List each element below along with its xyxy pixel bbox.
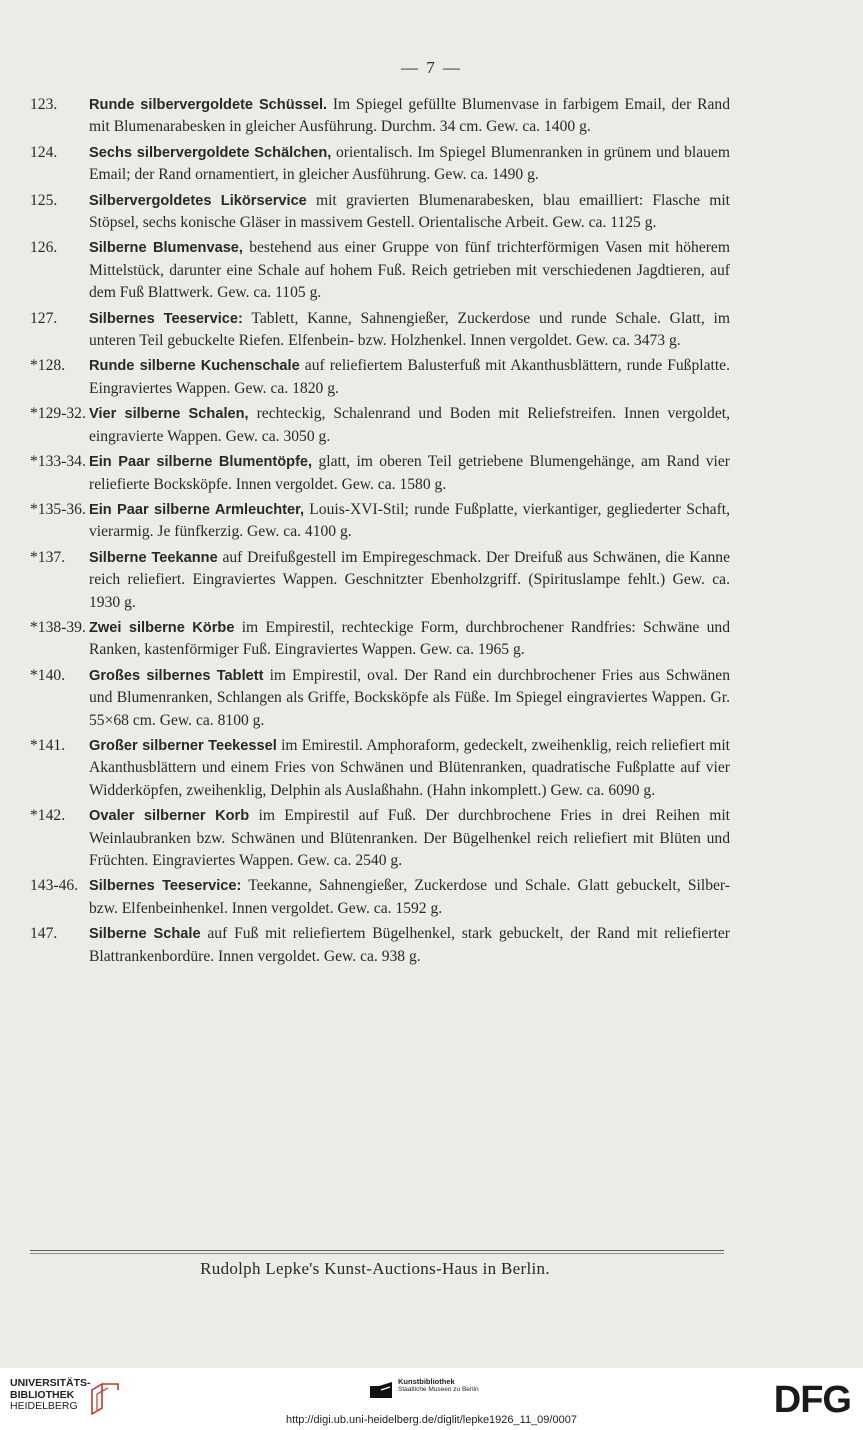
entry-number: *142. <box>30 807 66 825</box>
entry-title: Silbernes Teeservice: <box>89 310 243 327</box>
kb-logo-text <box>398 1377 479 1393</box>
entry-description: rechteckig, Schalenrand und Boden mit Reliefstreifen. Innen vergoldet, eingravierte Wappen. Gew. ca. 3050 g. <box>89 405 730 445</box>
entry-title: Silbervergoldetes Likörservice <box>89 192 307 209</box>
catalog-entry <box>30 94 730 139</box>
entry-description: bestehend aus einer Gruppe von fünf trichterförmigen Vasen mit höherem Mittelstück, darunter eine Schale auf hohem Fuß. Reich getrieben mit verschiedenen Jagdtieren, auf dem Fuß Blattwerk. Gew. ca. 1105 g. <box>89 239 730 302</box>
library-footer-bar <box>0 1368 863 1430</box>
catalog-entry <box>30 308 730 353</box>
ub-logo-line-3: HEIDELBERG <box>10 1400 78 1412</box>
entry-title: Ein Paar silberne Armleuchter, <box>89 501 305 518</box>
catalog-entry <box>30 665 730 732</box>
kb-logo-subtitle: Staatliche Museen zu Berlin <box>398 1386 479 1393</box>
dfg-logo[interactable]: DFG <box>773 1379 851 1421</box>
entry-description: im Emirestil. Amphoraform, gedeckelt, zweihenklig, reich reliefiert mit Akanthusblättern und einem Fries von Schwänen und Blütenranken, quadratische Fußplatte auf vier Widderköpfen, zweihenklig, Delphin als Auslaßhahn. (Hahn inkomplett.) Gew. ca. 6090 g. <box>89 736 730 799</box>
entry-number: *141. <box>30 736 66 754</box>
ub-emblem-icon <box>88 1380 122 1416</box>
entry-number: 147. <box>30 925 58 943</box>
catalog-entry <box>30 190 730 235</box>
kunstbibliothek-logo[interactable] <box>370 1376 520 1406</box>
entry-title: Vier silberne Schalen, <box>89 406 249 423</box>
footer-rule <box>30 1250 724 1251</box>
entry-description: im Empirestil, oval. Der Rand ein durchbrochener Fries aus Schwänen und Blumenranken, Schlangen als Griffe, Bocksköpfe als Füße. Im Spiegel eingraviertes Wappen. Gr. 55×68 cm. Gew. ca. 8100 g. <box>89 666 730 729</box>
entry-title: Sechs silbervergoldete Schälchen, <box>89 144 332 161</box>
permalink-url[interactable]: http://digi.ub.uni-heidelberg.de/diglit/lepke1926_11_09/0007 <box>286 1414 577 1426</box>
entry-description: mit gravierten Blumenarabesken, blau emailliert: Flasche mit Stöpsel, sechs konische Gläser in massivem Gestell. Orientalische Arbeit. Gew. ca. 1125 g. <box>89 191 730 232</box>
entry-number: 143-46. <box>30 877 79 895</box>
ub-logo-line-2: BIBLIOTHEK <box>10 1388 75 1401</box>
catalog-entry <box>30 237 730 304</box>
entry-number: *138-39. <box>30 618 86 636</box>
entry-title: Zwei silberne Körbe <box>89 619 235 636</box>
entry-number: *140. <box>30 666 66 684</box>
entry-number: 124. <box>30 143 58 161</box>
entry-number: *128. <box>30 357 66 375</box>
ub-logo-line-1: UNIVERSITÄTS- <box>10 1377 91 1389</box>
kb-logo-title: Kunstbibliothek <box>398 1377 455 1386</box>
entry-number: 126. <box>30 239 58 257</box>
kb-emblem-icon <box>370 1380 394 1400</box>
catalog-entries <box>30 94 730 971</box>
catalog-entry <box>30 735 730 802</box>
catalog-entry <box>30 805 730 872</box>
entry-description: Louis-XVI-Stil; runde Fußplatte, vierkantiger, gegliederter Schaft, vierarmig. Je fünfkerzig. Gew. ca. 4100 g. <box>89 500 730 541</box>
entry-description: orientalisch. Im Spiegel Blumenranken in grünem und blauem Email; der Rand ornamentiert, in gleicher Ausführung. Gew. ca. 1490 g. <box>89 143 730 184</box>
entry-description: glatt, im oberen Teil getriebene Blumengehänge, am Rand vier reliefierte Bocksköpfe. Innen vergoldet. Gew. ca. 1580 g. <box>89 453 730 493</box>
entry-number: *137. <box>30 548 66 566</box>
entry-title: Runde silbervergoldete Schüssel. <box>89 97 328 113</box>
entry-title: Ein Paar silberne Blumentöpfe, <box>89 454 313 471</box>
entry-description: Im Spiegel gefüllte Blumenvase in farbigem Email, der Rand mit Blumenarabesken in gleicher Ausführung. Durchm. 34 cm. Gew. ca. 1400 g. <box>89 96 730 136</box>
ub-logo-text <box>10 1378 91 1413</box>
entry-description: im Empirestil auf Fuß. Der durchbrochene Fries in drei Reihen mit Weinlaubranken bzw. Schwänen und Blütenranken. Der Bügelhenkel reich reliefiert mit Blüten und Früchten. Eingraviertes Wappen. Gew. ca. 2540 g. <box>89 807 730 869</box>
entry-title: Silberne Blumenvase, <box>89 240 243 257</box>
catalog-entry <box>30 142 730 187</box>
catalog-entry <box>30 403 730 448</box>
catalog-entry <box>30 617 730 662</box>
entry-number: 125. <box>30 191 58 209</box>
page-number: — 7 — <box>401 58 462 77</box>
entry-description: Tablett, Kanne, Sahnengießer, Zuckerdose und runde Schale. Glatt, im unteren Teil gebuckelte Riefen. Elfenbein- bzw. Holzhenkel. Innen vergoldet. Gew. ca. 3473 g. <box>89 309 730 350</box>
entry-number: 127. <box>30 309 58 327</box>
entry-description: auf Dreifußgestell im Empiregeschmack. Der Dreifuß aus Schwänen, die Kanne reich reliefiert. Eingraviertes Wappen. Geschnitzter Ebenholzgriff. (Spirituslampe fehlt.) Gew. ca. 1930 g. <box>89 548 730 611</box>
entry-title: Großes silbernes Tablett <box>89 667 264 684</box>
entry-description: im Empirestil, rechteckige Form, durchbrochener Randfries: Schwäne und Ranken, kastenförmiger Fuß. Eingraviertes Wappen. Gew. ca. 1965 g. <box>89 618 730 659</box>
entry-number: *129-32. <box>30 405 86 423</box>
entry-description: auf reliefiertem Balusterfuß mit Akanthusblättern, runde Fußplatte. Eingraviertes Wappen. Gew. ca. 1820 g. <box>89 357 730 397</box>
catalog-entry <box>30 547 730 614</box>
entry-title: Silberne Teekanne <box>89 549 218 566</box>
entry-description: auf Fuß mit reliefiertem Bügelhenkel, stark gebuckelt, der Rand mit reliefierter Blattrankenbordüre. Innen vergoldet. Gew. ca. 938 g. <box>89 925 730 965</box>
footer-rule-secondary <box>30 1253 724 1254</box>
entry-number: 123. <box>30 96 58 113</box>
entry-title: Silbernes Teeservice: <box>89 878 242 895</box>
entry-number: *133-34. <box>30 453 86 471</box>
catalog-entry <box>30 451 730 496</box>
catalog-entry <box>30 499 730 544</box>
entry-description: Teekanne, Sahnengießer, Zuckerdose und Schale. Glatt gebuckelt, Silber- bzw. Elfenbeinhenkel. Innen vergoldet. Gew. ca. 1592 g. <box>89 877 730 917</box>
entry-title: Großer silberner Teekessel <box>89 737 277 754</box>
entry-number: *135-36. <box>30 500 86 518</box>
catalog-entry <box>30 875 730 920</box>
entry-title: Ovaler silberner Korb <box>89 808 250 825</box>
catalog-entry <box>30 355 730 400</box>
entry-title: Runde silberne Kuchenschale <box>89 358 300 375</box>
catalog-entry <box>30 923 730 968</box>
publisher-line: Rudolph Lepke's Kunst-Auctions-Haus in Berlin. <box>200 1259 550 1278</box>
entry-title: Silberne Schale <box>89 926 201 943</box>
